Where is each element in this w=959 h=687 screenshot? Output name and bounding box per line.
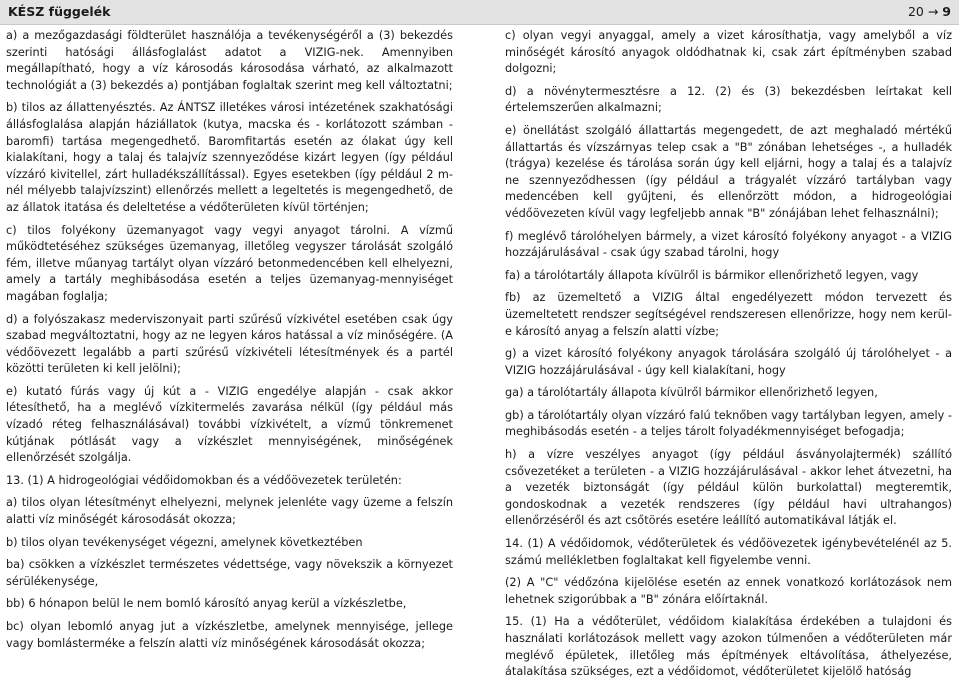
paragraph: a) tilos olyan létesítményt elhelyezni, melynek jelenléte vagy üzeme a felszín alatti víz minőségét károsodását okozza; [6,496,453,527]
left-column [6,28,453,658]
paragraph: d) a folyószakasz mederviszonyait parti szűrésű vízkivétel esetében csak úgy szabad megváltoztatni, hogy az ne legyen káros hatással a víz minőségére. (A védőövezett legalább a parti szűrésű vízkivételi létesítmények és a partél közötti területen ki kell jelölni); [6,312,453,376]
paragraph: (2) A "C" védőzóna kijelölése esetén az ennek vonatkozó korlátozások nem lehetnek szigorúbbak a "B" zónára előírtaknál. [505,576,952,606]
section-heading-15: 15. (1) Ha a védőterület, védőidom kialakítása érdekében a tulajdoni és használati korlátozások mellett vagy azokon túlmenően a védőterületen már meglévő épületek, illetőleg más építmények eltávolítása, áthelyezése, átalakítása szükséges, ezt a védőidomot, védőterületet kijelölő hatóság [505,615,952,679]
header-title: KÉSZ függelék [8,4,111,19]
paragraph: bc) olyan lebomló anyag jut a vízkészletbe, amelynek mennyisége, jellege vagy bomlásterméke a felszín alatti víz minőségének károsodását okozza; [6,620,453,650]
paragraph: a) a mezőgazdasági földterület használója a tevékenységéről a (3) bekezdés szerinti hatósági állásfoglalást adatot a VIZIG-nek. Amennyiben megállapítható, hogy a víz károsodás károsodása várható, az alkalmazott technológiát a (3) bekezdés a) pontjában foglaltak szerint meg kell változtatni; [6,29,453,92]
paragraph: bb) 6 hónapon belül le nem bomló károsító anyag kerül a vízkészletbe, [6,597,407,611]
paragraph: f) meglévő tárolóhelyen bármely, a vizet károsító folyékony anyagot - a VIZIG hozzájárulásával - csak úgy szabad tárolni, hogy [505,229,952,260]
page-header [0,0,959,25]
paragraph: e) önellátást szolgáló állattartás megengedett, de azt meghaladó mértékű állattartás és vízszárnyas telep csak a "B" zónában lehetséges -, a hulladék (trágya) kezelése és tárolása során úgy kell eljárni, hogy a talaj és a talajvíz ne szennyeződhessen (így például a trágyalét vízzáró tartályban vagy medencében kell gyűjteni, és ellenőrzött módon, a hidrogeológiai védőövezeten kívül vagy legfeljebb annak "B" zónájában lehet felhasználni); [505,123,952,220]
arrow-icon: → [927,4,939,19]
paragraph: c) tilos folyékony üzemanyagot vagy vegyi anyagot tárolni. A vízmű működtetéséhez szükséges üzemanyag, illetőleg vegyszer tárolását szolgáló fém, illetve műanyag tartályt olyan vízzáró betonmedencében kell elhelyezni, amely a tartály meghibásodása esetén a teljes üzemanyag-mennyiséget magában foglalja; [6,223,453,303]
paragraph: d) a növénytermesztésre a 12. (2) és (3) bekezdésben leírtakat kell értelemszerűen alkalmazni; [505,84,952,115]
page-indicator [908,4,951,19]
paragraph: b) tilos az állattenyésztés. Az ÁNTSZ illetékes városi intézetének szakhatósági állásfoglalása alapján háziállatok (kutya, macska és - korlátozott számban - baromfi) tartása megengedhető. Baromfitartás esetén az ólakat úgy kell kialakítani, hogy a talaj és talajvíz szennyeződése kizárt legyen (így például vízzáró kivitellel, zárt hulladékszállítással). Egyes esetekben (így például 2 m-nél mélyebb talajvízszint) ellenőrzés mellett a legeltetés is megengedhető, de az állatok itatása és deleltetése a védőterületen kívül történjen; [6,101,453,214]
paragraph: g) a vizet károsító folyékony anyagok tárolására szolgáló új tárolóhelyet - a VIZIG hozzájárulásával - úgy kell kialakítani, hogy [505,347,952,377]
paragraph: h) a vízre veszélyes anyagot (így például ásványolajtermék) szállító csővezetéket a területen - a VIZIG hozzájárulásával - akkor lehet átvezetni, ha a vezeték biztonságát (így például külön burkolattal) megteremtik, gondoskodnak a vezeték rendszeres (így például havi ultrahangos) ellenőrzéséről és azt csőtörés esetére leállító automatikával látják el. [505,448,952,528]
paragraph: b) tilos olyan tevékenységet végezni, amelynek következtében [6,535,363,549]
right-column [505,28,952,687]
paragraph: ga) a tárolótartály állapota kívülről bármikor ellenőrizhető legyen, [505,386,878,400]
page-from: 20 [907,4,924,19]
section-heading-13: 13. (1) A hidrogeológiai védőidomokban és a védőövezetek területén: [6,473,402,487]
paragraph: c) olyan vegyi anyaggal, amely a vizet károsíthatja, vagy amelyből a víz minőségét károsító anyagok oldódhatnak ki, csak zárt építményben szabad dolgozni; [505,29,952,76]
page-to: 9 [942,4,951,19]
paragraph: e) kutató fúrás vagy új kút a - VIZIG engedélye alapján - csak akkor létesíthető, ha a meglévő vízkitermelés zavarása nélkül (így például más vízadó réteg felhasználásával) további vízkivételt, a vízmű tönkremenet kútjának pótlását vagy a vízkészlet mennyiségének, minőségének ellenőrzését szolgálja. [6,384,453,465]
paragraph: fa) a tárolótartály állapota kívülről is bármikor ellenőrizhető legyen, vagy [505,268,919,282]
section-heading-14: 14. (1) A védőidomok, védőterületek és védőövezetek igénybevételénél az 5. számú mellékletben foglaltakat kell figyelembe venni. [505,537,952,567]
paragraph: ba) csökken a vízkészlet természetes védettsége, vagy növekszik a környezet sérülékenysége, [6,558,453,588]
paragraph: gb) a tárolótartály olyan vízzáró falú teknőben vagy tartályban legyen, amely - meghibásodás esetén - a teljes tárolt folyadékmennyiséget befogadja; [505,408,952,439]
paragraph: fb) az üzemeltető a VIZIG által engedélyezett módon tervezett és üzemeltetett rendszer segítségével rendszeresen ellenőrizze, hogy nem kerül-e károsító anyag a felszín alatti vízbe; [505,291,952,338]
